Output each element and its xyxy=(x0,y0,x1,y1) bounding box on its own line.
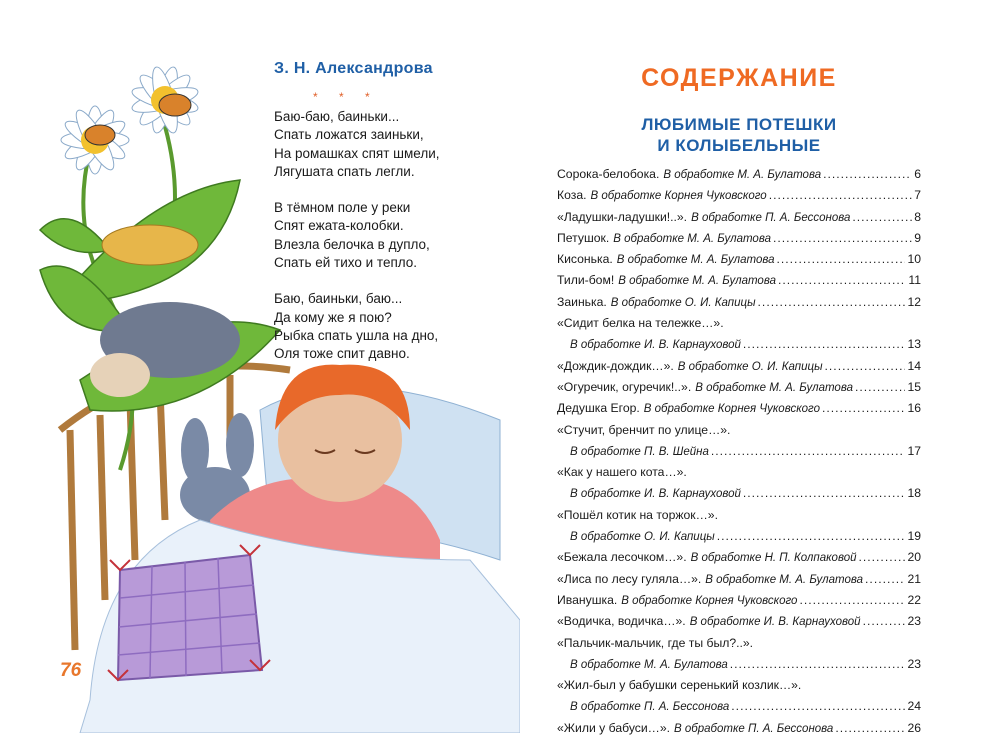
toc-entry-title: Петушок. xyxy=(557,230,610,245)
poem-line: Баю-баю, баиньки... xyxy=(274,109,400,124)
toc-entry-page: 8 xyxy=(914,209,921,224)
toc-entry-credit: В обработке О. И. Капицы xyxy=(570,531,715,544)
toc-entry[interactable] xyxy=(557,483,921,504)
toc-entry[interactable] xyxy=(557,547,921,568)
toc-entry[interactable] xyxy=(557,420,921,441)
toc-entry-credit: В обработке М. А. Булатова xyxy=(613,232,771,245)
toc-entry-page: 11 xyxy=(908,273,921,288)
toc-entry-title: «Пальчик-мальчик, где ты был?..». xyxy=(557,635,754,650)
toc-dot-leader xyxy=(855,377,905,398)
toc-entry[interactable] xyxy=(557,249,921,270)
toc-entry-credit: В обработке Корнея Чуковского xyxy=(590,190,767,203)
toc-entry[interactable] xyxy=(557,590,921,611)
toc-section-title-line: И КОЛЫБЕЛЬНЫЕ xyxy=(657,136,821,155)
toc-entry-credit: В обработке М. А. Булатова xyxy=(663,169,822,181)
toc-entry-page: 12 xyxy=(907,294,921,309)
poem-line: Оля тоже спит давно. xyxy=(274,346,410,362)
frog xyxy=(102,225,198,265)
toc-entry-page: 14 xyxy=(907,358,921,373)
toc-entry[interactable] xyxy=(557,207,921,228)
toc-entry[interactable] xyxy=(557,462,921,483)
toc-entry-credit: В обработке М. А. Булатова xyxy=(705,573,864,586)
toc-entry-credit: В обработке М. А. Булатова xyxy=(618,275,776,288)
toc-entry-title: «Ладушки-ладушки!..». xyxy=(557,209,688,224)
toc-dot-leader xyxy=(730,654,906,675)
toc-entry-title: «Стучит, бренчит по улице…». xyxy=(557,422,731,437)
toc-entry[interactable] xyxy=(557,611,921,632)
toc-entry-page: 18 xyxy=(907,486,921,501)
toc-entry-title: «Жили у бабуси…». xyxy=(557,720,671,735)
toc-entry-page: 20 xyxy=(907,550,921,565)
toc-entry-title: «Бежала лесочком…». xyxy=(557,550,687,565)
toc-dot-leader xyxy=(743,483,906,504)
toc-entry[interactable] xyxy=(557,675,921,696)
poem-line: Спят ежата-колобки. xyxy=(274,218,404,234)
toc-entry-title: Заинька. xyxy=(557,294,607,309)
toc-entry[interactable] xyxy=(557,633,921,654)
toc-entry-credit: В обработке П. А. Бессонова xyxy=(570,701,730,714)
poem-line: Да кому же я пою? xyxy=(274,309,392,325)
toc-entry-page: 9 xyxy=(914,230,921,245)
toc-entry[interactable] xyxy=(557,356,921,377)
toc-entry-page: 23 xyxy=(907,656,921,671)
toc-dot-leader xyxy=(758,292,906,313)
section-stars: * * * xyxy=(313,90,379,104)
poem-line: Лягушата спать легли. xyxy=(274,163,415,179)
toc-dot-leader xyxy=(773,228,912,249)
toc-entry-title: Коза. xyxy=(557,188,587,203)
poem-line: Рыбка спать ушла на дно, xyxy=(274,327,439,343)
toc-section-title-line: ЛЮБИМЫЕ ПОТЕШКИ xyxy=(641,115,837,134)
toc-entry-page: 17 xyxy=(907,443,921,458)
poem-stanza xyxy=(274,108,440,181)
toc-entry-credit: В обработке И. В. Карнауховой xyxy=(570,488,741,501)
toc-dot-leader xyxy=(731,696,905,717)
toc-entry[interactable] xyxy=(557,696,921,717)
toc-dot-leader xyxy=(859,547,906,568)
toc-entry-page: 13 xyxy=(907,337,921,352)
toc-entry-title: Тили-бом! xyxy=(557,273,615,288)
toc-dot-leader xyxy=(835,718,905,739)
toc-dot-leader xyxy=(823,164,912,185)
toc-entry[interactable] xyxy=(557,334,921,355)
toc-dot-leader xyxy=(769,185,913,206)
toc-entry[interactable] xyxy=(557,292,921,313)
toc-entry-page: 23 xyxy=(907,614,921,629)
toc-entry-page: 10 xyxy=(907,252,921,267)
toc-entry-title: «Огуречик, огуречик!..». xyxy=(557,379,692,394)
toc-entry-title: Кисонька. xyxy=(557,252,613,267)
toc-entry-title: «Сидит белка на тележке…». xyxy=(557,316,724,331)
toc-dot-leader xyxy=(865,569,905,590)
poem-line: Баю, баиньки, баю... xyxy=(274,291,403,307)
toc-entry[interactable] xyxy=(557,505,921,526)
toc-entry[interactable] xyxy=(557,441,921,462)
toc-entry-page: 24 xyxy=(907,699,921,714)
toc-entry-title: «Жил-был у бабушки серенький козлик…». xyxy=(557,678,802,693)
toc-entry[interactable] xyxy=(557,718,921,739)
poem-author: З. Н. Александрова xyxy=(274,60,433,77)
toc-entry-credit: В обработке П. А. Бессонова xyxy=(674,722,834,735)
purple-cushion xyxy=(108,545,270,680)
toc-entry-credit: В обработке М. А. Булатова xyxy=(695,381,853,394)
toc-entry-credit: В обработке О. И. Капицы xyxy=(677,360,823,373)
toc-entry-credit: В обработке П. А. Бессонова xyxy=(691,211,851,224)
toc-entry-page: 7 xyxy=(914,188,921,203)
toc-entry-title: Иванушка. xyxy=(557,592,618,607)
toc-dot-leader xyxy=(863,611,906,632)
toc-entry[interactable] xyxy=(557,313,921,334)
poem-stanza xyxy=(274,290,440,363)
toc-entry-title: «Водичка, водичка…». xyxy=(557,614,686,629)
toc-dot-leader xyxy=(825,356,906,377)
daisy-flower xyxy=(61,106,129,174)
toc-entry-credit: В обработке Корнея Чуковского xyxy=(621,594,798,607)
poem-text xyxy=(274,108,440,382)
toc-entry[interactable] xyxy=(557,185,921,206)
toc-entry-title: Сорока-белобока. xyxy=(557,167,660,181)
toc-entry-title: «Дождик-дождик…». xyxy=(557,358,674,373)
poem-stanza xyxy=(274,199,440,272)
toc-entry-credit: В обработке М. А. Булатова xyxy=(570,658,728,671)
table-of-contents xyxy=(557,164,921,739)
bumblebee xyxy=(159,94,191,116)
toc-entry-credit: В обработке М. А. Булатова xyxy=(616,254,775,267)
toc-entry[interactable] xyxy=(557,526,921,547)
toc-entry-page: 22 xyxy=(907,592,921,607)
toc-title: СОДЕРЖАНИЕ xyxy=(641,64,837,92)
toc-entry-credit: В обработке О. И. Капицы xyxy=(610,296,756,309)
toc-entry-page: 15 xyxy=(907,379,921,394)
toc-entry[interactable] xyxy=(557,228,921,249)
poem-line: Влезла белочка в дупло, xyxy=(274,236,430,252)
toc-dot-leader xyxy=(822,398,905,419)
toc-entry-page: 19 xyxy=(907,529,921,544)
toc-entry-credit: В обработке Корнея Чуковского xyxy=(643,403,820,416)
toc-entry[interactable] xyxy=(557,398,921,419)
page-number: 76 xyxy=(60,660,82,681)
daisy-flower xyxy=(130,65,200,135)
toc-entry-title: Дедушка Егор. xyxy=(557,401,640,416)
poem-line: Спать ей тихо и тепло. xyxy=(274,255,418,271)
toc-entry-title: «Пошёл котик на торжок…». xyxy=(557,507,718,522)
toc-dot-leader xyxy=(852,207,912,228)
toc-entry[interactable] xyxy=(557,164,921,185)
toc-entry-credit: В обработке П. В. Шейна xyxy=(570,445,709,458)
toc-entry-credit: В обработке И. В. Карнауховой xyxy=(689,616,861,629)
toc-entry-page: 16 xyxy=(907,401,921,416)
toc-dot-leader xyxy=(743,334,906,355)
toc-entry[interactable] xyxy=(557,569,921,590)
toc-entry-credit: В обработке Н. П. Колпаковой xyxy=(690,552,857,565)
poem-line: Спать ложатся заиньки, xyxy=(274,127,424,143)
toc-dot-leader xyxy=(778,270,906,291)
toc-dot-leader xyxy=(799,590,905,611)
toc-entry-title: «Лиса по лесу гуляла…». xyxy=(557,571,702,586)
toc-entry-credit: В обработке И. В. Карнауховой xyxy=(570,339,741,352)
toc-entry-page: 26 xyxy=(907,720,921,735)
bumblebee xyxy=(85,125,115,145)
toc-entry[interactable] xyxy=(557,270,921,291)
toc-dot-leader xyxy=(711,441,906,462)
toc-entry[interactable] xyxy=(557,654,921,675)
toc-entry-page: 6 xyxy=(914,167,921,181)
poem-line: В тёмном поле у реки xyxy=(274,200,411,216)
toc-entry[interactable] xyxy=(557,377,921,398)
poem-line: На ромашках спят шмели, xyxy=(274,145,440,161)
toc-dot-leader xyxy=(777,249,906,270)
toc-dot-leader xyxy=(717,526,906,547)
toc-section-title xyxy=(557,114,921,156)
toc-entry-title: «Как у нашего кота…». xyxy=(557,465,687,480)
toc-entry-page: 21 xyxy=(907,571,921,586)
